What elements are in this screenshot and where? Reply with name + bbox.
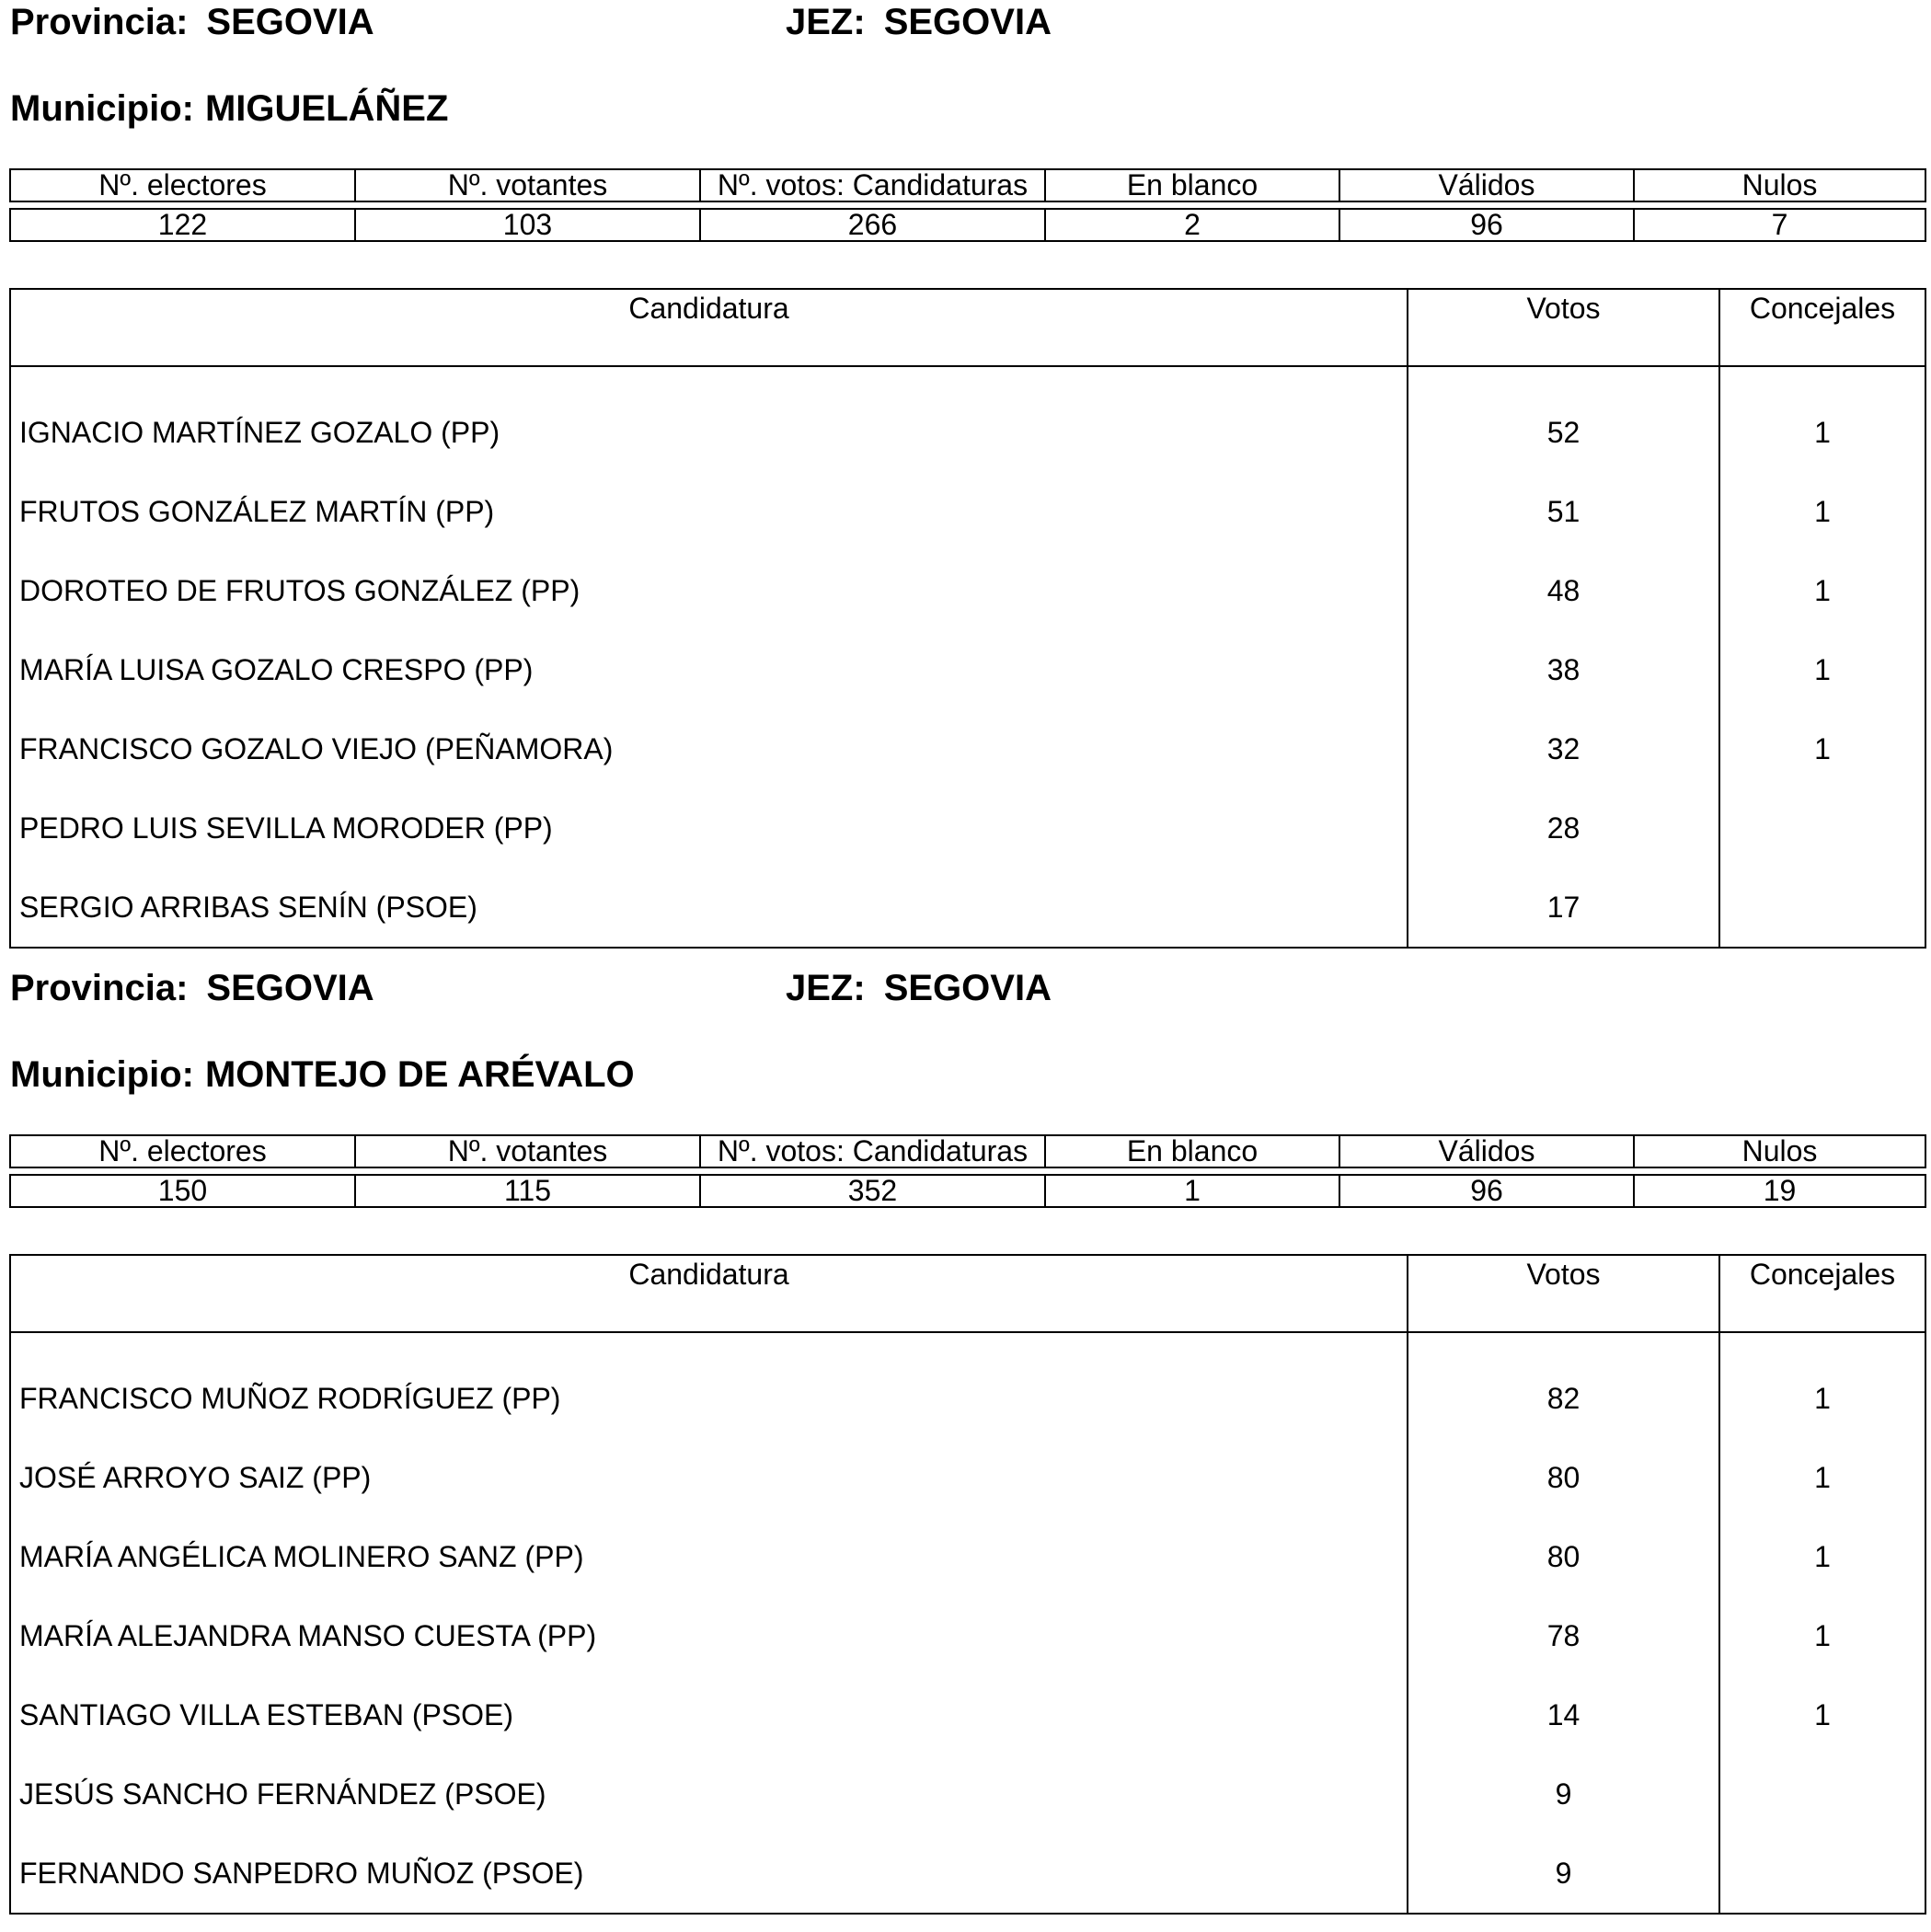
provincia-value: SEGOVIA bbox=[206, 968, 374, 1008]
summary-header-cell: Nº. votos: Candidaturas bbox=[700, 169, 1045, 201]
table-row bbox=[10, 1332, 1925, 1438]
candidates-header-row bbox=[10, 1255, 1925, 1332]
summary-value-cell: 122 bbox=[10, 209, 355, 241]
candidatura-header: Candidatura bbox=[10, 1255, 1408, 1332]
summary-header-cell: Nº. votantes bbox=[355, 1135, 700, 1167]
candidate-name: SERGIO ARRIBAS SENÍN (PSOE) bbox=[10, 868, 1408, 948]
candidatura-header: Candidatura bbox=[10, 289, 1408, 366]
table-row bbox=[10, 1438, 1925, 1517]
candidate-votes: 38 bbox=[1408, 630, 1719, 709]
summary-value-cell: 19 bbox=[1634, 1175, 1925, 1207]
concejales-header: Concejales bbox=[1719, 289, 1925, 366]
municipio-value: MIGUELÁÑEZ bbox=[204, 88, 449, 129]
candidate-name: PEDRO LUIS SEVILLA MORODER (PP) bbox=[10, 788, 1408, 868]
table-row bbox=[10, 1754, 1925, 1834]
summary-value-cell: 266 bbox=[700, 209, 1045, 241]
candidate-name: JOSÉ ARROYO SAIZ (PP) bbox=[10, 1438, 1408, 1517]
candidate-concejales: 1 bbox=[1719, 630, 1925, 709]
candidate-name: FERNANDO SANPEDRO MUÑOZ (PSOE) bbox=[10, 1834, 1408, 1914]
summary-header-cell: Válidos bbox=[1339, 169, 1634, 201]
candidate-votes: 9 bbox=[1408, 1754, 1719, 1834]
provincia-heading: Provincia: SEGOVIA bbox=[10, 968, 374, 1008]
candidate-votes: 80 bbox=[1408, 1438, 1719, 1517]
summary-value-cell: 150 bbox=[10, 1175, 355, 1207]
candidate-name: FRANCISCO MUÑOZ RODRÍGUEZ (PP) bbox=[10, 1332, 1408, 1438]
table-row bbox=[10, 366, 1925, 472]
candidate-name: SANTIAGO VILLA ESTEBAN (PSOE) bbox=[10, 1675, 1408, 1754]
table-row bbox=[10, 1596, 1925, 1675]
candidate-concejales: 1 bbox=[1719, 1332, 1925, 1438]
jez-value: SEGOVIA bbox=[883, 2, 1052, 42]
candidate-concejales: 1 bbox=[1719, 551, 1925, 630]
summary-header-cell: Nulos bbox=[1634, 1135, 1925, 1167]
candidate-concejales bbox=[1719, 1834, 1925, 1914]
summary-header-cell: En blanco bbox=[1045, 1135, 1339, 1167]
summary-header-cell: Nº. electores bbox=[10, 169, 355, 201]
summary-header-cell: Nº. votantes bbox=[355, 169, 700, 201]
votos-header: Votos bbox=[1408, 289, 1719, 366]
votos-header: Votos bbox=[1408, 1255, 1719, 1332]
summary-value-cell: 96 bbox=[1339, 1175, 1634, 1207]
summary-value-cell: 96 bbox=[1339, 209, 1634, 241]
municipio-value: MONTEJO DE ARÉVALO bbox=[204, 1054, 635, 1095]
candidates-table bbox=[9, 1254, 1926, 1915]
candidate-concejales: 1 bbox=[1719, 1517, 1925, 1596]
summary-header-cell: Nulos bbox=[1634, 169, 1925, 201]
candidate-votes: 78 bbox=[1408, 1596, 1719, 1675]
candidate-name: IGNACIO MARTÍNEZ GOZALO (PP) bbox=[10, 366, 1408, 472]
summary-value-cell: 2 bbox=[1045, 209, 1339, 241]
candidate-votes: 51 bbox=[1408, 472, 1719, 551]
table-row bbox=[10, 1517, 1925, 1596]
candidate-votes: 82 bbox=[1408, 1332, 1719, 1438]
concejales-header: Concejales bbox=[1719, 1255, 1925, 1332]
candidate-concejales bbox=[1719, 868, 1925, 948]
candidate-votes: 80 bbox=[1408, 1517, 1719, 1596]
candidate-name: FRANCISCO GOZALO VIEJO (PEÑAMORA) bbox=[10, 709, 1408, 788]
summary-header-row bbox=[10, 169, 1925, 201]
summary-value-row bbox=[10, 1175, 1925, 1207]
table-row bbox=[10, 630, 1925, 709]
summary-value-cell: 7 bbox=[1634, 209, 1925, 241]
candidate-concejales bbox=[1719, 788, 1925, 868]
summary-header-row bbox=[10, 1135, 1925, 1167]
summary-value-row bbox=[10, 209, 1925, 241]
candidate-concejales: 1 bbox=[1719, 472, 1925, 551]
municipio-heading: Municipio: MIGUELÁÑEZ bbox=[10, 88, 449, 129]
table-row bbox=[10, 1834, 1925, 1914]
summary-header-cell: Válidos bbox=[1339, 1135, 1634, 1167]
candidate-concejales: 1 bbox=[1719, 1675, 1925, 1754]
candidate-concejales: 1 bbox=[1719, 1438, 1925, 1517]
summary-table bbox=[9, 168, 1926, 242]
jez-value: SEGOVIA bbox=[883, 968, 1052, 1008]
candidates-header-row bbox=[10, 289, 1925, 366]
provincia-value: SEGOVIA bbox=[206, 2, 374, 42]
summary-value-cell: 1 bbox=[1045, 1175, 1339, 1207]
candidate-votes: 9 bbox=[1408, 1834, 1719, 1914]
candidate-name: MARÍA ALEJANDRA MANSO CUESTA (PP) bbox=[10, 1596, 1408, 1675]
candidate-concejales: 1 bbox=[1719, 366, 1925, 472]
table-row bbox=[10, 472, 1925, 551]
candidate-name: JESÚS SANCHO FERNÁNDEZ (PSOE) bbox=[10, 1754, 1408, 1834]
candidate-votes: 17 bbox=[1408, 868, 1719, 948]
candidate-votes: 32 bbox=[1408, 709, 1719, 788]
summary-value-cell: 115 bbox=[355, 1175, 700, 1207]
candidate-concejales: 1 bbox=[1719, 1596, 1925, 1675]
candidate-name: FRUTOS GONZÁLEZ MARTÍN (PP) bbox=[10, 472, 1408, 551]
municipio-heading: Municipio: MONTEJO DE ARÉVALO bbox=[10, 1054, 635, 1095]
table-row bbox=[10, 868, 1925, 948]
provincia-heading: Provincia: SEGOVIA bbox=[10, 2, 374, 42]
table-row bbox=[10, 709, 1925, 788]
candidates-table bbox=[9, 288, 1926, 949]
municipality-section bbox=[0, 966, 1931, 1932]
candidate-votes: 28 bbox=[1408, 788, 1719, 868]
candidate-votes: 52 bbox=[1408, 366, 1719, 472]
candidate-concejales bbox=[1719, 1754, 1925, 1834]
summary-value-cell: 352 bbox=[700, 1175, 1045, 1207]
table-row bbox=[10, 551, 1925, 630]
summary-table bbox=[9, 1134, 1926, 1208]
table-row bbox=[10, 1675, 1925, 1754]
summary-value-cell: 103 bbox=[355, 209, 700, 241]
candidate-name: MARÍA LUISA GOZALO CRESPO (PP) bbox=[10, 630, 1408, 709]
table-row bbox=[10, 788, 1925, 868]
summary-header-cell: Nº. electores bbox=[10, 1135, 355, 1167]
candidate-name: MARÍA ANGÉLICA MOLINERO SANZ (PP) bbox=[10, 1517, 1408, 1596]
candidate-concejales: 1 bbox=[1719, 709, 1925, 788]
candidate-name: DOROTEO DE FRUTOS GONZÁLEZ (PP) bbox=[10, 551, 1408, 630]
candidate-votes: 48 bbox=[1408, 551, 1719, 630]
jez-heading: JEZ: SEGOVIA bbox=[786, 968, 1052, 1008]
jez-heading: JEZ: SEGOVIA bbox=[786, 2, 1052, 42]
summary-header-cell: Nº. votos: Candidaturas bbox=[700, 1135, 1045, 1167]
candidate-votes: 14 bbox=[1408, 1675, 1719, 1754]
summary-header-cell: En blanco bbox=[1045, 169, 1339, 201]
